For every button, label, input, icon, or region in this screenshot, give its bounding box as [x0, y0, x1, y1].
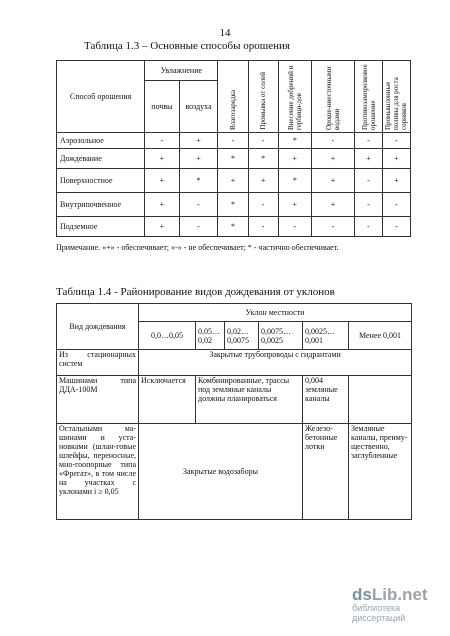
range-5: 0,0025… 0,001: [303, 322, 349, 350]
header-col-5: Противозаморозковое орошение: [355, 61, 383, 133]
table-row: Машинами типа ДДА-100М Исключается Комбинированные, трассы под земляные каналы должны планироваться 0,004 земляные каналы: [57, 376, 412, 424]
irrigation-methods-table: [56, 60, 411, 237]
table-row: Подземное + - * - - - - -: [57, 217, 411, 237]
range-4: 0,0075… 0,0025: [259, 322, 303, 350]
range-2: 0,05… 0,02: [196, 322, 225, 350]
header-humidification: Увлажнение: [145, 61, 218, 81]
table-row: Остальными ма-шинами и уста-новками (шлан-говые шлейфы, переносные, мно-гоопорные типа «Фрегат», в том числе на участках с уклонами i ≥ 0,05 Закрытые водозаборы Железо-бетонные лотки Земляные каналы, преиму-щественно, заглубленные: [57, 424, 412, 520]
header-slope: Уклон местности: [139, 304, 412, 322]
watermark-logo: dsLib.net: [352, 585, 428, 604]
table-row: Из стационарных систем Закрытые трубопроводы с гидрантами: [57, 350, 412, 376]
page-number: 14: [219, 27, 231, 39]
range-6: Менее 0,001: [349, 322, 412, 350]
header-col-3: Внесение добрений и гербици-дов: [278, 61, 311, 133]
header-col-1: Влагозарядка: [218, 61, 248, 133]
dslib-watermark: [352, 585, 444, 623]
sprinkling-zoning-table: [56, 303, 412, 520]
range-1: 0,0…0,05: [139, 322, 196, 350]
header-soil: почвы: [145, 81, 179, 133]
table-row: Дождевание + + * * + + + +: [57, 149, 411, 169]
table2-caption: Таблица 1.4 - Районирование видов дождевания от уклонов: [56, 286, 335, 298]
range-3: 0,02… 0,0075: [225, 322, 259, 350]
header-method: Способ орошения: [57, 61, 145, 133]
table-row: Аэрозольное - + - - * - - -: [57, 133, 411, 149]
table1-caption: Таблица 1.3 – Основные способы орошения: [84, 40, 290, 52]
header-col-4: Ороше-ниесточными водами: [311, 61, 354, 133]
table1-note: Примечание. «+» - обеспечивает; «-» - не обеспечивает; * - частично обеспечивает.: [56, 243, 339, 252]
header-kind: Вид дождевания: [57, 304, 139, 350]
header-air: воздуха: [179, 81, 218, 133]
header-col-2: Промывка от солей: [248, 61, 278, 133]
table-row: Внутрипочвенное + - * - + + - -: [57, 193, 411, 217]
table-row: Поверхностное + * + + * + - +: [57, 169, 411, 193]
header-col-6: Промышленные поливы для роста сорняков: [382, 61, 410, 133]
watermark-subtitle: библиотека диссертаций: [352, 603, 406, 623]
